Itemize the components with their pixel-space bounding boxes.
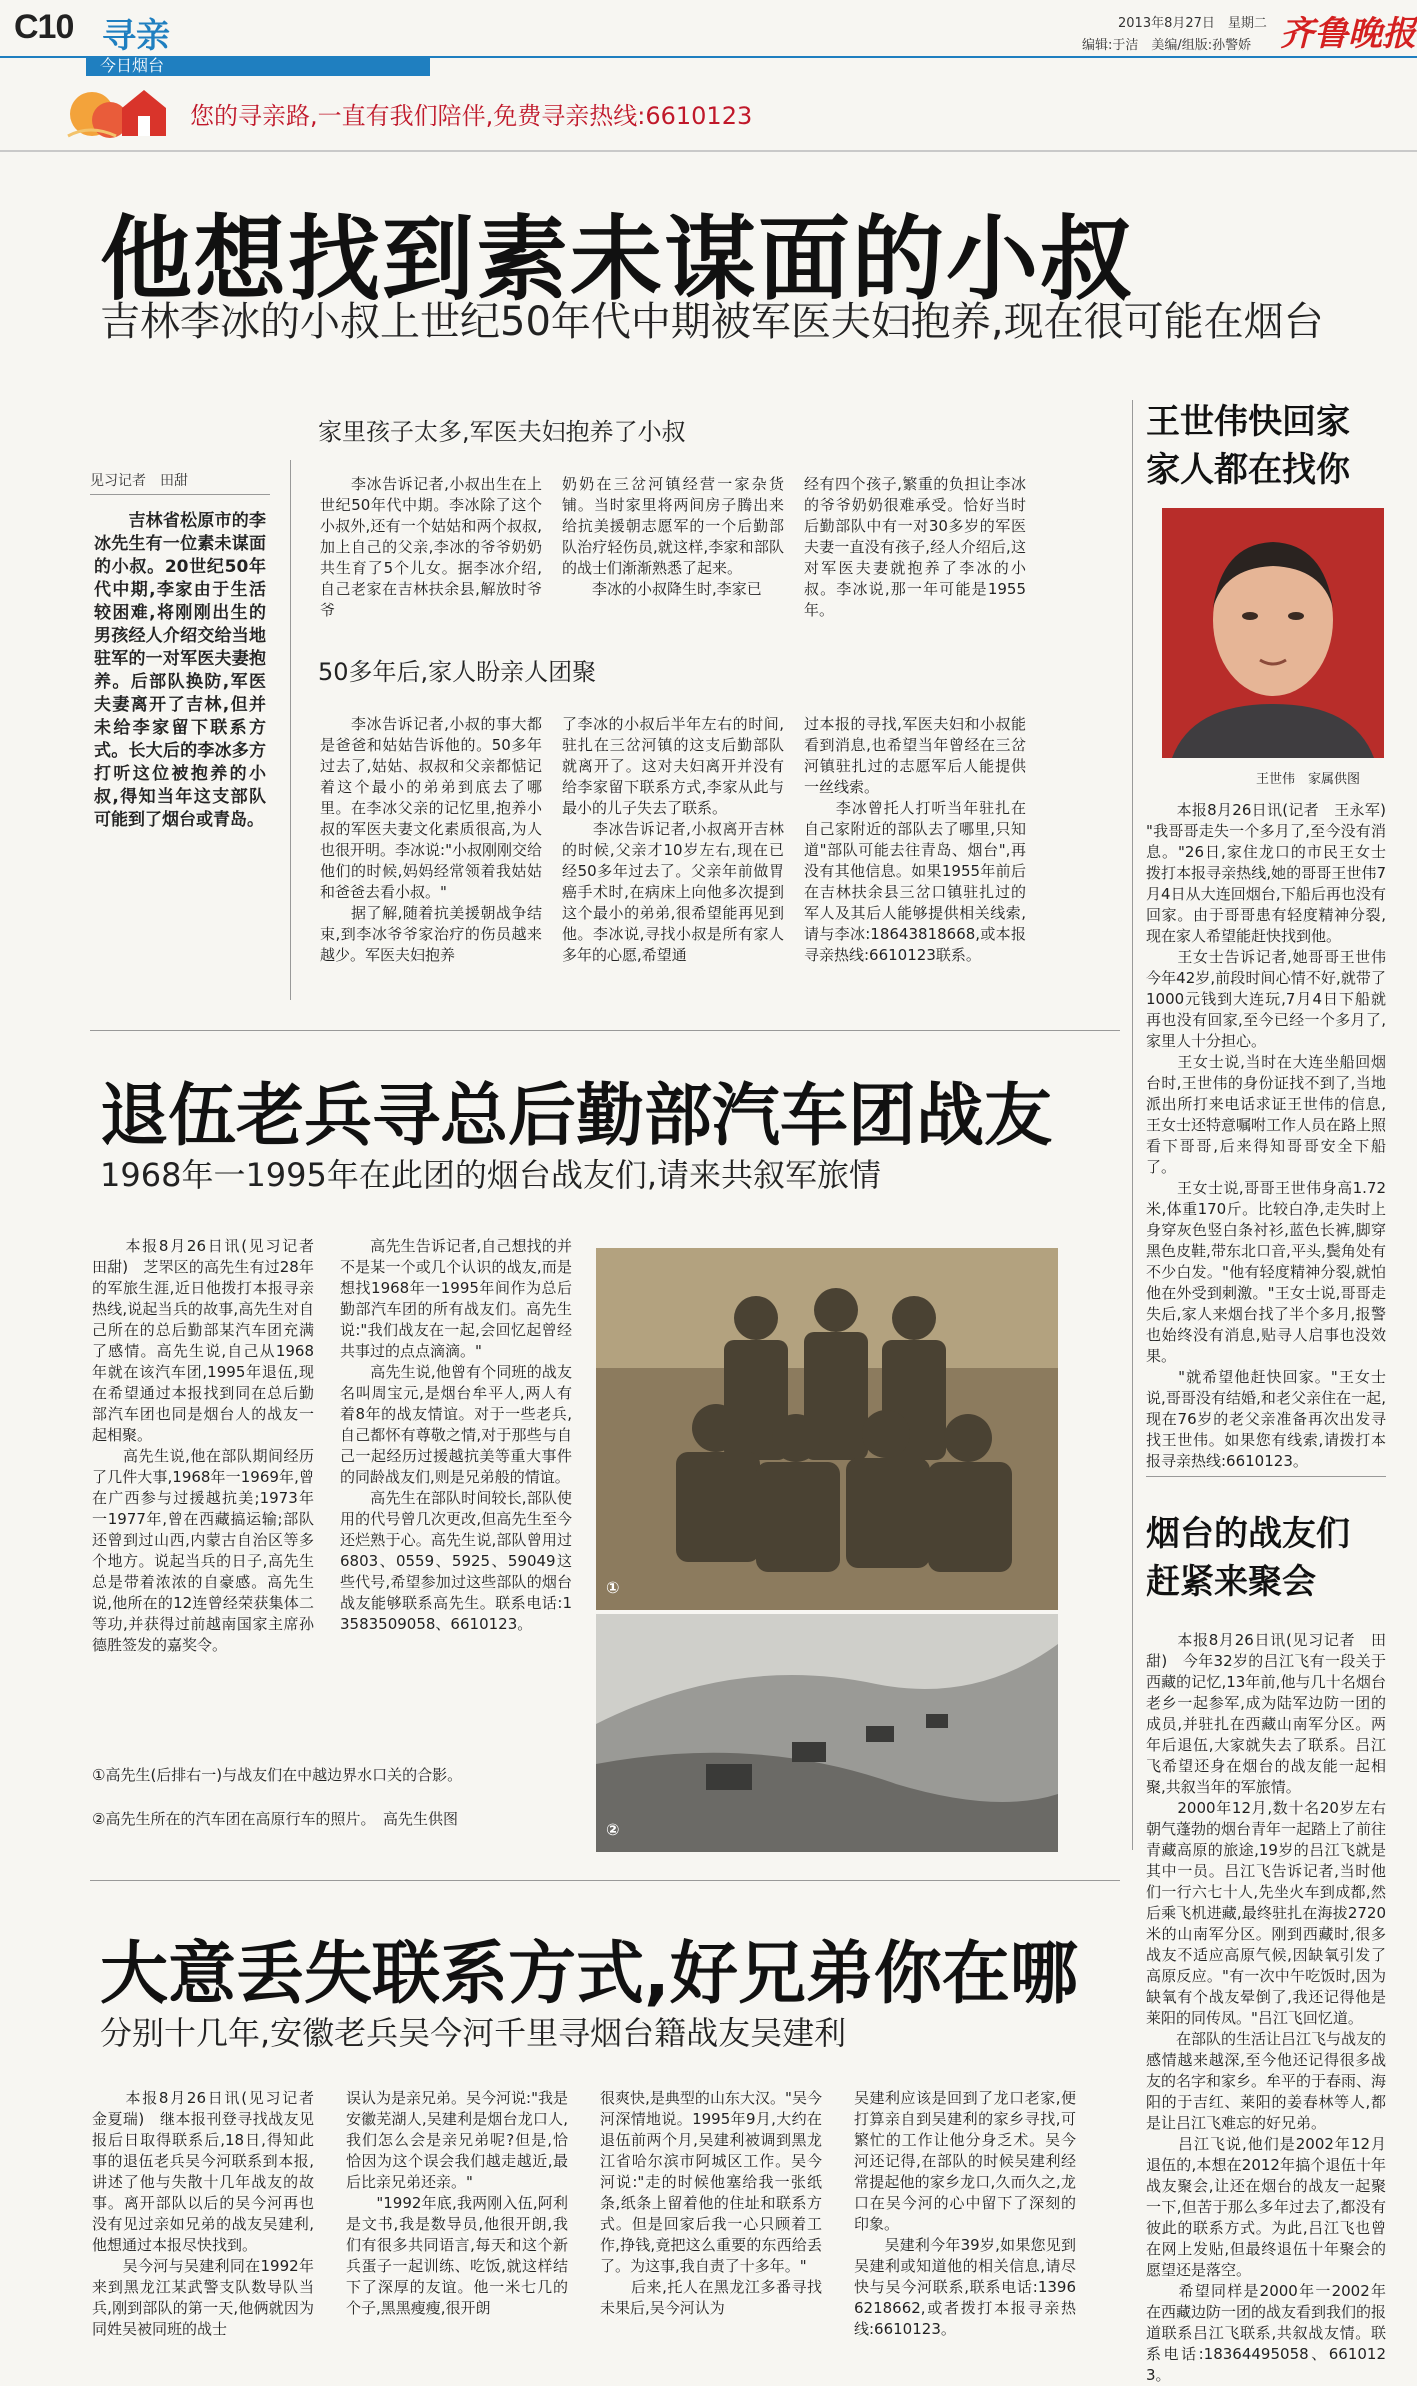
lead-paragraph: 吉林省松原市的李冰先生有一位素未谋面的小叔。20世纪50年代中期,李家由于生活较困难,将刚刚出生的男孩经人介绍交给当地驻军的一对军医夫妻抱养。后部队换防,军医夫妻离开了吉林,但并未给李家留下联系方式。长大后的李冰多方打听这位被抱养的小叔,得知当年这支部队可能到了烟台或青岛。	[94, 511, 266, 830]
story1-text-1a: 李冰告诉记者,小叔出生在上世纪50年代中期。李冰除了这个小叔外,还有一个姑姑和两个叔叔,加上自己的父亲,李冰的爷爷奶奶共生育了5个儿女。据李冰介绍,自己老家在吉林扶余县,解放时爷爷	[320, 475, 542, 619]
story3-text-2: 误认为是亲兄弟。吴今河说:"我是安徽芜湖人,吴建利是烟台龙口人,我们怎么会是亲兄弟呢?但是,恰恰因为这个误会我们越走越近,最后比亲兄弟还亲。" "1992年底,我两刚入伍,阿利是文书,我是数导员,他很开朗,我们有很多共同语言,每天和这个新兵蛋子一起训练、吃饭,就这样结下了深厚的友谊。他一米七几的个子,黑黑瘦瘦,很开朗	[346, 2089, 568, 2317]
sidebar-divider	[1132, 400, 1133, 1850]
story-divider-1	[90, 1030, 1120, 1031]
section-title: 寻亲	[102, 16, 170, 56]
headline-1: 他想找到素未谋面的小叔	[100, 206, 1135, 313]
column-divider	[290, 460, 291, 1000]
byline-1: 见习记者 田甜	[90, 473, 188, 489]
sidebar1-title: 王世伟快回家家人都在找你	[1146, 402, 1350, 490]
subhead-3: 分别十几年,安徽老兵吴今河千里寻烟台籍战友吴建利	[100, 2014, 847, 2052]
story3-text-3: 很爽快,是典型的山东大汉。"吴今河深情地说。1995年9月,大约在退伍前两个月,吴建利被调到黑龙江省哈尔滨市阿城区工作。吴今河说:"走的时候他塞给我一张纸条,纸条上留着他的住址和联系方式。但是回家后我一心只顾着工作,挣钱,竟把这么重要的东西给丢了。为这事,我自责了十多年。" 后来,托人在黑龙江多番寻找未果后,吴今河认为	[600, 2089, 822, 2317]
date-line: 2013年8月27日 星期二	[1118, 16, 1267, 31]
old-group-photo	[596, 1248, 1058, 1610]
story3-text-1: 本报8月26日讯(见习记者 金夏瑞) 继本报刊登寻找战友见报后日取得联系后,18日,得知此事的退伍老兵吴今河联系到本报,讲述了他与失散十几年战友的故事。离开部队以后的吴今河再也没有见过亲如兄弟的战友吴建利,他想通过本报尽快找到。 吴今河与吴建利同在1992年来到黑龙江某武警支队数导队当兵,刚到部队的第一天,他俩就因为同姓吴被同班的战士	[92, 2089, 314, 2338]
subhead-2: 1968年一1995年在此团的烟台战友们,请来共叙军旅情	[100, 1156, 882, 1194]
story1-text-1c: 经有四个孩子,繁重的负担让李冰的爷爷奶奶很难承受。恰好当时后勤部队中有一对30多岁的军医夫妻一直没有孩子,经人介绍后,这对军医夫妻就抱养了李冰的小叔。李冰说,那一年可能是1955年。	[804, 475, 1026, 619]
page-number: C10	[14, 8, 74, 46]
subhead-1: 吉林李冰的小叔上世纪50年代中期被军医夫妇抱养,现在很可能在烟台	[100, 299, 1324, 345]
portrait-caption: 王世伟 家属供图	[1256, 772, 1361, 787]
story1-text-2b: 了李冰的小叔后半年左右的时间,驻扎在三岔河镇的这支后勤部队就离开了。这对夫妇离开并没有给李家留下联系方式,李家从此与最小的儿子失去了联系。 李冰告诉记者,小叔离开吉林的时候,父亲才10岁左右,现在已经50多年过去了。父亲年前做胃癌手术时,在病床上向他多次提到这个最小的弟弟,很希望能再见到他。李冰说,寻找小叔是所有家人多年的心愿,希望通	[562, 715, 784, 964]
photo-caption-2: ②高先生所在的汽车团在高原行车的照片。 高先生供图	[92, 1810, 458, 1828]
masthead-logo: 齐鲁晚报	[1280, 14, 1416, 54]
hotline-banner: 您的寻亲路,一直有我们陪伴,免费寻亲热线:6610123	[190, 102, 753, 130]
sidebar1-text: 本报8月26日讯(记者 王永军) "我哥哥走失一个多月了,至今没有消息。"26日,家住龙口的市民王女士拨打本报寻亲热线,她的哥哥王世伟7月4日从大连回烟台,下船后再也没有回家。由于哥哥患有轻度精神分裂,现在家人希望能赶快找到他。 王女士告诉记者,她哥哥王世伟今年42岁,前段时间心情不好,就带了1000元钱到大连玩,7月4日下船就再也没有回家,至今已经一个多月了,家里人十分担心。 王女士说,当时在大连坐船回烟台时,王世伟的身份证找不到了,当地派出所打来电话求证王世伟的信息,王女士还特意嘱咐工作人员在路上照看下哥哥,后来得知哥哥安全下船了。 王女士说,哥哥王世伟身高1.72米,体重170斤。比较白净,走失时上身穿灰色竖白条衬衫,蓝色长裤,脚穿黑色皮鞋,带东北口音,平头,鬓角处有不少白发。"他有轻度精神分裂,就怕他在外受到刺激。"王女士说,哥哥走失后,家人来烟台找了半个多月,报警也始终没有消息,贴寻人启事也没效果。 "就希望他赶快回家。"王女士说,哥哥没有结婚,和老父亲住在一起,现在76岁的老父亲准备再次出发寻找王世伟。如果您有线索,请拨打本报寻亲热线:6610123。	[1146, 801, 1387, 1470]
photo-marker-2: ②	[606, 1820, 620, 1839]
story2-text-2: 高先生告诉记者,自己想找的并不是某一个或几个认识的战友,而是想找1968年一1995年间作为总后勤部汽车团的所有战友们。高先生说:"我们战友在一起,会回忆起曾经共事过的点点滴滴。" 高先生说,他曾有个同班的战友名叫周宝元,是烟台牟平人,两人有着8年的战友情谊。对于一些老兵,自己都怀有尊敬之情,对于那些与自己一起经历过援越抗美等重大事件的同龄战友们,则是兄弟般的情谊。 高先生在部队时间较长,部队使用的代号曾几次更改,但高先生至今还烂熟于心。高先生说,部队曾用过6803、0559、5925、59049这些代号,希望参加过这些部队的烟台战友能够联系高先生。联系电话:13583509058、6610123。	[340, 1237, 572, 1633]
editor-credits: 编辑:于洁 美编/组版:孙警娇	[1082, 38, 1252, 53]
story1-text-2a: 李冰告诉记者,小叔的事大都是爸爸和姑姑告诉他的。50多年过去了,姑姑、叔叔和父亲都惦记着这个最小的弟弟到底去了哪里。在李冰父亲的记忆里,抱养小叔的军医夫妻文化素质很高,为人也很开明。李冰说:"小叔刚刚交给他们的时候,妈妈经常领着我姑姑和爸爸去看小叔。" 据了解,随着抗美援朝战争结束,到李冰爷爷家治疗的伤员越来越少。军医夫妇抱养	[320, 715, 542, 964]
portrait-photo	[1162, 508, 1384, 758]
subsection-bar: 今日烟台	[86, 56, 430, 76]
headline-3: 大意丢失联系方式,好兄弟你在哪	[100, 1935, 1078, 2014]
photo-marker-1: ①	[606, 1578, 620, 1597]
intertitle-2: 50多年后,家人盼亲人团聚	[318, 658, 597, 686]
story3-text-4: 吴建利应该是回到了龙口老家,便打算亲自到吴建利的家乡寻找,可繁忙的工作让他分身乏术。吴今河还记得,在部队的时候吴建利经常提起他的家乡龙口,久而久之,龙口在吴今河的心中留下了深刻的印象。 吴建利今年39岁,如果您见到吴建利或知道他的相关信息,请尽快与吴今河联系,联系电话:13966218662,或者拨打本报寻亲热线:6610123。	[854, 2089, 1076, 2338]
sidebar2-text: 本报8月26日讯(见习记者 田甜) 今年32岁的吕江飞有一段关于西藏的记忆,13年前,他与几十名烟台老乡一起参军,成为陆军边防一团的成员,并驻扎在西藏山南军分区。两年后退伍,大家就失去了联系。吕江飞希望还身在烟台的战友能一起相聚,共叙当年的军旅情。 2000年12月,数十名20岁左右朝气蓬勃的烟台青年一起踏上了前往青藏高原的旅途,19岁的吕江飞就是其中一员。吕江飞告诉记者,当时他们一行六七十人,先坐火车到成都,然后乘飞机进藏,最终驻扎在海拔2720米的山南军分区。刚到西藏时,很多战友不适应高原气候,因缺氧引发了高原反应。"有一次中午吃饭时,因为缺氧有个战友晕倒了,我还记得他是莱阳的同传凤。"吕江飞回忆道。 在部队的生活让吕江飞与战友的感情越来越深,至今他还记得很多战友的名字和家乡。牟平的于春雨、海阳的于吉红、莱阳的姜春林等人,都是让吕江飞难忘的好兄弟。 吕江飞说,他们是2002年12月退伍的,本想在2012年搞个退伍十年战友聚会,让还在烟台的战友一起聚一下,但苦于那么多年过去了,都没有彼此的联系方式。为此,吕江飞也曾在网上发贴,但最终退伍十年聚会的愿望还是落空。 希望同样是2000年一2002年在西藏边防一团的战友看到我们的报道联系吕江飞联系,共叙战友情。联系电话:18364495058、6610123。	[1146, 1631, 1387, 2384]
header-divider	[0, 150, 1417, 152]
intertitle-1: 家里孩子太多,军医夫妇抱养了小叔	[318, 418, 686, 446]
truck-photo	[596, 1614, 1058, 1852]
story1-text-2c: 过本报的寻找,军医夫妇和小叔能看到消息,也希望当年曾经在三岔河镇驻扎过的志愿军后人能提供一丝线索。 李冰曾托人打听当年驻扎在自己家附近的部队去了哪里,只知道"部队可能去往青岛、烟台",再没有其他信息。如果1955年前后在吉林扶余县三岔口镇驻扎过的军人及其后人能够提供相关线索,请与李冰:18643818668,或本报寻亲热线:6610123联系。	[804, 715, 1026, 964]
photo-caption-1: ①高先生(后排右一)与战友们在中越边界水口关的合影。	[92, 1766, 463, 1784]
house-icon	[60, 78, 170, 140]
headline-2: 退伍老兵寻总后勤部汽车团战友	[100, 1077, 1053, 1156]
byline-rule	[90, 494, 270, 495]
story-divider-2	[90, 1880, 1120, 1881]
story1-text-1b: 奶奶在三岔河镇经营一家杂货铺。当时家里将两间房子腾出来给抗美援朝志愿军的一个后勤部队治疗轻伤员,就这样,李家和部队的战士们渐渐熟悉了起来。 李冰的小叔降生时,李家已	[562, 475, 784, 598]
story2-text-1: 本报8月26日讯(见习记者 田甜) 芝罘区的高先生有过28年的军旅生涯,近日他拨打本报寻亲热线,说起当兵的故事,高先生对自己所在的总后勤部某汽车团充满了感情。高先生说,自己从1968年就在该汽车团,1995年退伍,现在希望通过本报找到同在总后勤部汽车团也同是烟台人的战友一起相聚。 高先生说,他在部队期间经历了几件大事,1968年一1969年,曾在广西参与过援越抗美;1973年一1977年,曾在西藏搞运输;部队还曾到过山西,内蒙古自治区等多个地方。说起当兵的日子,高先生总是带着浓浓的自豪感。高先生说,他所在的12连曾经荣获集体二等功,并获得过前越南国家主席孙德胜签发的嘉奖令。	[92, 1237, 314, 1654]
sidebar-rule	[1146, 1476, 1386, 1477]
sidebar2-title: 烟台的战友们赶紧来聚会	[1146, 1514, 1350, 1602]
